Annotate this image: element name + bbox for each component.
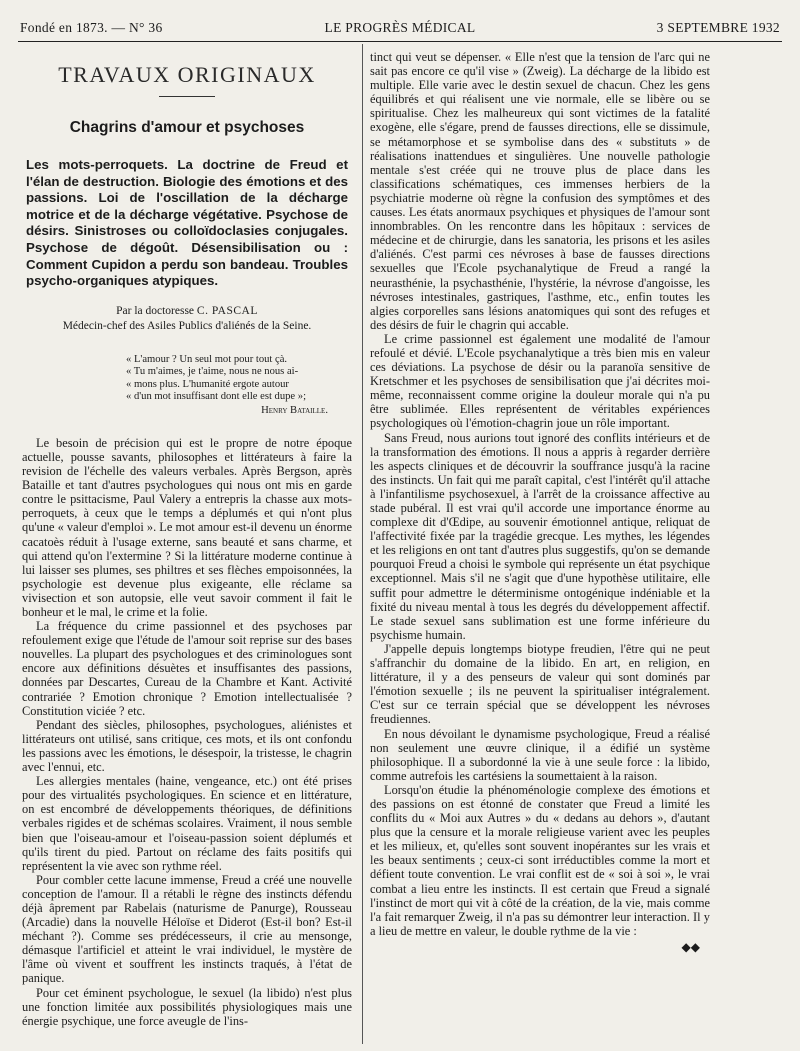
body-paragraph: Lorsqu'on étudie la phénoménologie complexe des émotions et des passions on est étonné de constater que Freud a limité les conflits du « Moi aux Autres » du « dedans au dehors », d'autant plus que la censure et la morale religieuse varient avec les peuples et les milieux, et, qu'elles sont souvent inopérantes sur les vrais et les beaux sentiments ; ceux-ci sont irréductibles comme la mort et défient toute convention. Le vrai conflit est de « soi à soi », le vrai combat a lieu entre les instincts. Il est certain que Freud a signalé l'instinct de mort qui vit à côté de la création, de la vie, mais comme l'a fait remarquer Zweig, il n'a pas su démontrer leur interaction. Il y a lieu de mettre en valeur, le double rythme de la vie : (370, 782, 710, 938)
body-paragraph: En nous dévoilant le dynamisme psychologique, Freud a réalisé non seulement une œuvre clinique, il a édifié un système philosophique. Il a subordonné la vie à une seule force : la libido, comme autrefois les cartésiens la soumettaient à la raison. (370, 726, 710, 783)
epigraph (126, 354, 352, 418)
body-paragraph: Pour combler cette lacune immense, Freud a créé une nouvelle conception de l'amour. Il a rétabli le règne des instincts défendu déjà âprement par Rabelais (naturisme de Panurge), Rousseau (Arcadie) dans la nouvelle Héloïse et Diderot (Est-il bon? Est-il méchant ?). Comme ses prédécesseurs, il crie au mensonge, démasque l'artificiel et atteint le vrai individuel, le mystère de l'âme où vivent et souffrent les instincts traqués, à l'état de panique. (22, 872, 352, 986)
issue-date: 3 SEPTEMBRE 1932 (656, 20, 780, 35)
column-divider (362, 44, 363, 1044)
epigraph-signature: Henry Bataille. (261, 405, 328, 417)
left-column (22, 50, 352, 1045)
author-prefix: Par la doctoresse (116, 304, 195, 317)
journal-title: LE PROGRÈS MÉDICAL (324, 20, 476, 35)
epigraph-line: « d'un mot insuffisant dont elle est dupe »; (126, 391, 307, 403)
epigraph-line: « Tu m'aimes, je t'aime, nous ne nous ai- (126, 366, 299, 378)
right-column (370, 50, 710, 1025)
page-header (20, 20, 780, 42)
end-ornament: ◆◆ (681, 939, 700, 954)
body-paragraph: J'appelle depuis longtemps biotype freudien, l'être qui ne peut s'affranchir du domaine de la libido. En art, en religion, en littérature, il y a des penseurs de valeur qui sont dominés par l'émotion sexuelle ; ils ne peuvent la spiritualiser intégralement. C'est sur ce terrain spécial que se développent les névroses freudiennes. (370, 641, 710, 727)
title-rule (159, 96, 215, 97)
section-title: TRAVAUX ORIGINAUX (58, 62, 316, 87)
body-paragraph: La fréquence du crime passionnel et des psychoses par refoulement exige que l'étude de l'amour soit reprise sur des bases nouvelles. La plupart des psychologues et des criminologues sont encore aux définitions désuètes et insuffisantes des passions, données par Descartes, Cureau de la Chambre et Kant. Activité contrariée ? Emotion chronique ? Emotion intellectualisée ? Constitution viciée ? etc. (22, 619, 352, 718)
epigraph-line: « L'amour ? Un seul mot pour tout çà. (126, 353, 288, 365)
body-paragraph: Le besoin de précision qui est le propre de notre époque actuelle, pousse savants, philosophes et littérateurs à faire la revision de l'échelle des valeurs verbales. Après Bergson, après Bataille et tant d'autres psychologues qui nous ont mis en garde contre le psittacisme, Paul Valery a entrepris la chasse aux mots-perroquets, à ceux que le temps a déplumés et qui n'ont plus qu'une « valeur d'emploi ». Le mot amour est-il devenu un énorme cacatoès réduit à l'usage externe, sans beauté et sans charme, et qui attend qu'on l'extermine ? Si la littérature moderne continue à lui laisser ses plumes, ses philtres et ses flèches empoisonnées, la psychologie est devenue plus exigeante, elle réclame sa vivisection et son autopsie, elle veut savoir comment il fait le bonheur et le mal, le crime et la folie. (22, 435, 352, 619)
body-paragraph: Sans Freud, nous aurions tout ignoré des conflits intérieurs et de la transformation des émotions. Il nous a appris à regarder derrière les aspects cliniques et de découvrir la souffrance jusqu'à la racine des instincts. Un fait qui me paraît capital, c'est l'intérêt qu'il attache à l'infantilisme psychosexuel, à l'arrêt de la croissance affective au stade pubéral. Il est vrai qu'il accorde une importance énorme au complexe dit d'Œdipe, au souvenir émotionnel antique, reliquat de l'affectivité fixée par la tragédie grecque. Les mythes, les légendes et les religions en ont tant d'autres plus suggestifs, qu'on se demande pourquoi Freud a choisi le symbole qui représente un état psychique exceptionnel. Mais s'il ne s'agit que d'une hypothèse utilitaire, elle suffit pour admettre le déterminisme ontogénique indéniable et la fixité du niveau mental à tous les degrés du développement affectif. Le stade sexuel sans sublimation est une forme inférieure du psychisme humain. (370, 430, 710, 642)
header-rule (18, 41, 782, 42)
body-paragraph: Pour cet éminent psychologue, le sexuel (la libido) n'est plus une fonction limitée aux possibilités physiologiques mais une énergie psychique, une force aveugle de l'ins- (22, 985, 352, 1028)
epigraph-line: « mons plus. L'humanité ergote autour (126, 378, 289, 390)
author-role: Médecin-chef des Asiles Publics d'aliénés de la Seine. (62, 319, 312, 332)
article-title: Chagrins d'amour et psychoses (69, 119, 305, 137)
author-name: C. PASCAL (196, 304, 258, 317)
author-line (22, 304, 352, 319)
journal-founding: Fondé en 1873. — N° 36 (20, 20, 163, 35)
body-paragraph: Pendant des siècles, philosophes, psychologues, aliénistes et littérateurs ont utilisé, sans critique, ces mots, et ils ont confondu les passions avec les émotions, le désespoir, la tristesse, le chagrin avec l'ennui, etc. (22, 717, 352, 775)
body-paragraph: Le crime passionnel est également une modalité de l'amour refoulé et dévié. L'Ecole psychanalytique a très bien mis en valeur ces déviations. La psychose de désir ou la paranoïa sensitive de Kretschmer et les psychoses de sensibilisation que j'ai décrites moi-même, reconnaissent comme origine la douleur morale qui n'a pu être sublimée. Elles représentent de véritables expériences psychologiques où l'émotion-chagrin joue un rôle important. (370, 331, 710, 431)
body-paragraph: Les allergies mentales (haine, vengeance, etc.) ont été prises pour des virtualités psychologiques. En science et en littérature, on est encombré de développements théoriques, de définitions verbales rigides et de schémas scolaires. Vraiment, il nous semble bien que l'oiseau-amour et l'oiseau-passion soient déplumés et qu'ils tirent du pied. Partout on réclame des faits positifs qui représentent la vie avec son rythme réel. (22, 774, 352, 873)
body-paragraph: tinct qui veut se dépenser. « Elle n'est que la tension de l'arc qui ne sait pas encore ce qu'il vise » (Zweig). La décharge de la libido est multiple. Elle varie avec le destin sexuel de chacun. Chez les gens équilibrés et qui réalisent une vie normale, elle se libère ou se spiritualise. Chez les malheureux qui sont victimes de la fatalité exogène, elle s'égare, prend de fausses directions, elle se dissimule, se métamorphose et se symbolise dans des « substituts » de réalisations inattendues et singulières. Une nouvelle pathologie mentale s'est créée qui ne trouve plus de place dans les classifications schématiques, ces immenses herbiers de la psychiatrie moderne où règne la confusion des symptômes et des causes. Les états anormaux psychiques et physiques de l'amour sont innombrables. On les rencontre dans les hôpitaux : services de médecine et de chirurgie, dans les sanatoria, les prisons et les asiles d'aliénés. C'est parmi ces névroses à base de fausses directions sexuelles que l'Ecole psychanalytique de Freud a rangé la neurasthénie, la psychasthénie, l'hystérie, la névrose d'angoisse, les névroses intestinales, gastriques, l'asthme, etc., enfin toutes les algies corporelles sans lésions anatomiques qui sont des refuges et des désirs de fuir le chagrin qui accable. (370, 50, 710, 332)
article-subtitle: Les mots-perroquets. La doctrine de Freud et l'élan de destruction. Biologie des émotions et des passions. Loi de l'oscillation de la décharge motrice et de la décharge végétative. Psychose de désirs. Sinistroses ou colloïdoclasies conjugales. Psychose de dégoût. Désensibilisation ou : Comment Cupidon a perdu son bandeau. Troubles psycho-organiques atypiques. (26, 157, 348, 289)
